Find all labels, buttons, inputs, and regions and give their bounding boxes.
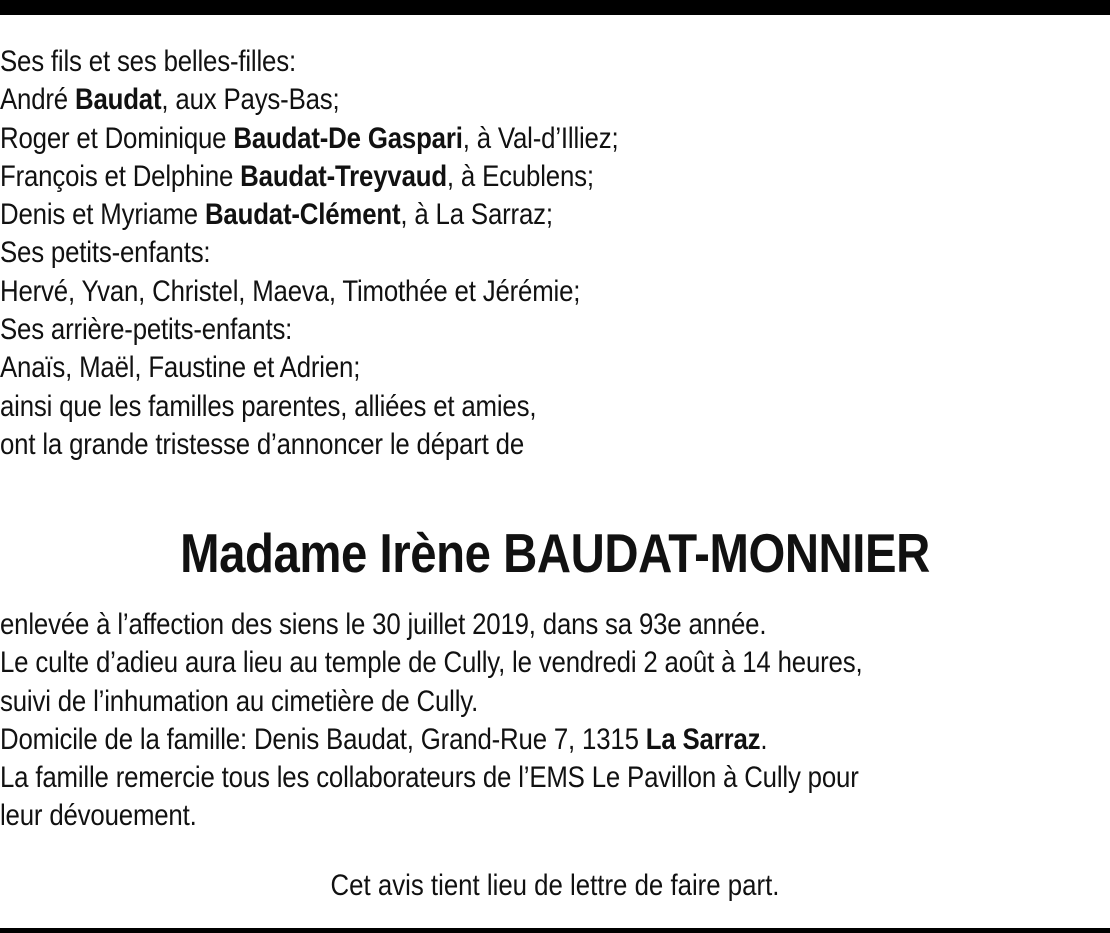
text-line: ont la grande tristesse d’annoncer le départ de: [0, 427, 525, 461]
family-name: Baudat-Clément: [204, 198, 401, 232]
text-line: suivi de l’inhumation au cimetière de Cully.: [0, 684, 479, 718]
deceased-name: Madame Irène BAUDAT-MONNIER: [180, 522, 930, 584]
family-name: Baudat: [74, 83, 162, 117]
text-line: Ses petits-enfants:: [0, 236, 211, 270]
text-line: Roger et Dominique Baudat-De Gaspari, à Val-d’Illiez;: [0, 121, 619, 155]
text-line: leur dévouement.: [0, 799, 197, 833]
text-line: La famille remercie tous les collaborateurs de l’EMS Le Pavillon à Cully pour: [0, 761, 859, 795]
text-line: ainsi que les familles parentes, alliées et amies,: [0, 389, 537, 423]
place-name: La Sarraz: [645, 722, 761, 756]
text-line: Domicile de la famille: Denis Baudat, Grand-Rue 7, 1315 La Sarraz.: [0, 722, 768, 756]
family-name: Baudat-Treyvaud: [240, 159, 447, 193]
family-list: [0, 43, 1110, 464]
text-line: Ses fils et ses belles-filles:: [0, 45, 296, 78]
text-line: Anaïs, Maël, Faustine et Adrien;: [0, 351, 361, 385]
bottom-rule: [0, 928, 1110, 933]
text-line: François et Delphine Baudat-Treyvaud, à Ecublens;: [0, 159, 594, 193]
announcement-details: [0, 606, 1110, 836]
top-rule: [0, 0, 1110, 15]
footer-note: Cet avis tient lieu de lettre de faire part.: [330, 869, 780, 902]
text-line: Hervé, Yvan, Christel, Maeva, Timothée et Jérémie;: [0, 274, 581, 308]
family-name: Baudat-De Gaspari: [233, 121, 463, 155]
text-line: Le culte d’adieu aura lieu au temple de Cully, le vendredi 2 août à 14 heures,: [0, 646, 863, 680]
text-line: André Baudat, aux Pays-Bas;: [0, 83, 340, 117]
text-line: enlevée à l’affection des siens le 30 juillet 2019, dans sa 93e année.: [0, 608, 767, 641]
text-line: Ses arrière-petits-enfants:: [0, 313, 293, 347]
text-line: Denis et Myriame Baudat-Clément, à La Sarraz;: [0, 198, 553, 232]
